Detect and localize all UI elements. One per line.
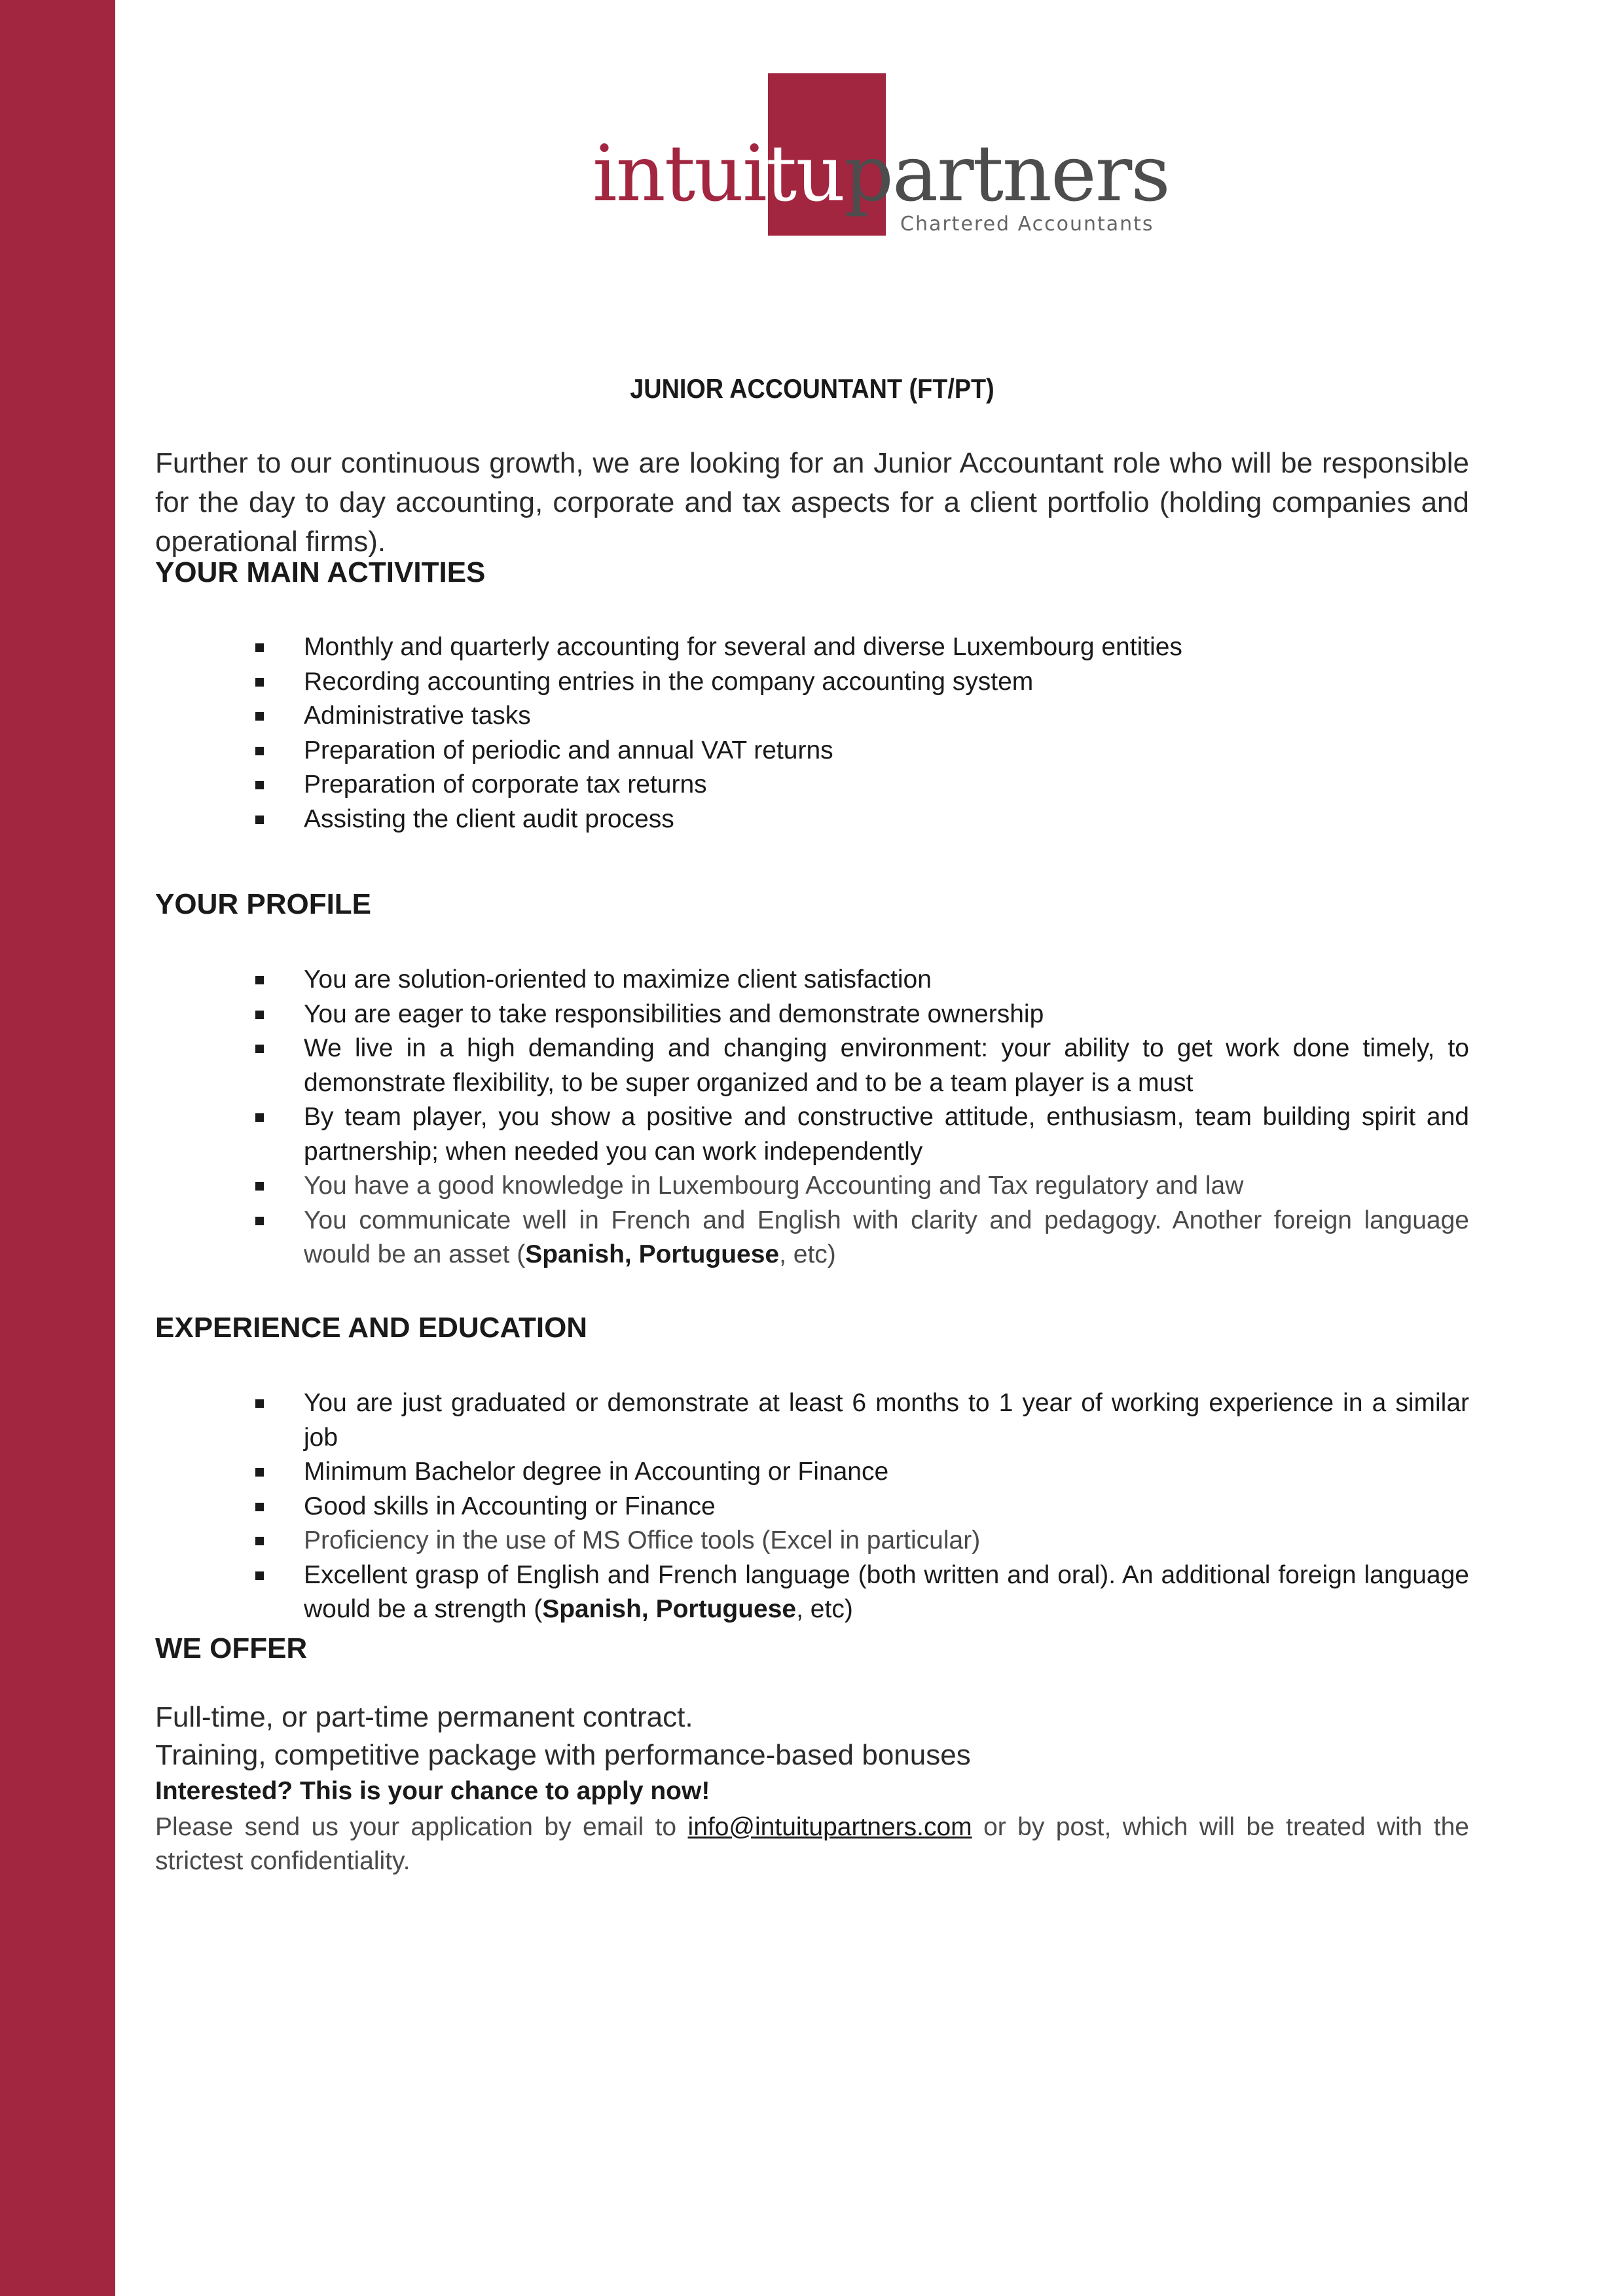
list-item: By team player, you show a positive and constructive attitude, enthusiasm, team building spirit and partnership; when needed you can work independently [155,1100,1469,1169]
list-item: You are just graduated or demonstrate at least 6 months to 1 year of working experience in a similar job [155,1386,1469,1455]
lang-bold: Spanish, Portuguese [542,1595,797,1623]
lang-prefix: You communicate well in French and English with clarity and pedagogy. Another foreign language would be an asset ( [304,1206,1469,1268]
list-item: Proficiency in the use of MS Office tools (Excel in particular) [155,1524,1469,1558]
list-item: You are eager to take responsibilities and demonstrate ownership [155,997,1469,1032]
lang-suffix: , etc) [779,1240,836,1268]
send-suffix: or by post, which will be treated with the strictest confidentiality. [155,1813,1469,1875]
list-item [155,1204,1469,1272]
logo-wordmark [593,128,1169,219]
activities-list [155,630,1469,836]
list-item: Preparation of periodic and annual VAT returns [155,734,1469,768]
application-instructions [155,1810,1469,1878]
list-item: Minimum Bachelor degree in Accounting or Finance [155,1455,1469,1490]
logo-word-part3: partners [844,128,1169,219]
offer-heading: WE OFFER [155,1632,308,1664]
logo-word-part1: intui [593,128,766,219]
list-item: Good skills in Accounting or Finance [155,1490,1469,1524]
profile-heading: YOUR PROFILE [155,888,372,920]
left-sidebar-stripe [0,0,115,2296]
job-title: JUNIOR ACCOUNTANT (FT/PT) [630,373,994,404]
logo-word-part2: tu [765,128,845,219]
intro-paragraph: Further to our continuous growth, we are looking for an Junior Accountant role who will be responsible for the day to day accounting, corporate and tax aspects for a client portfolio (holding companies and operational firms). [155,447,1469,558]
lang-suffix: , etc) [796,1595,853,1623]
send-prefix: Please send us your application by email to [155,1813,688,1841]
list-item [155,1558,1469,1627]
email-link[interactable]: info@intuitupartners.com [687,1813,972,1841]
company-logo [593,72,1221,242]
list-item: You are solution-oriented to maximize client satisfaction [155,963,1469,997]
lang-bold: Spanish, Portuguese [525,1240,780,1268]
list-item: Monthly and quarterly accounting for several and diverse Luxembourg entities [155,630,1469,665]
profile-list [155,963,1469,1272]
list-item: Preparation of corporate tax returns [155,768,1469,802]
lang-prefix: Excellent grasp of English and French language (both written and oral). An additional foreign language would be a strength ( [304,1560,1469,1623]
offer-line-2: Training, competitive package with performance-based bonuses [155,1739,971,1771]
logo-subtitle: Chartered Accountants [900,213,1154,236]
activities-heading: YOUR MAIN ACTIVITIES [155,556,486,588]
experience-heading: EXPERIENCE AND EDUCATION [155,1312,588,1344]
offer-line-1: Full-time, or part-time permanent contract. [155,1701,693,1733]
list-item: We live in a high demanding and changing environment: your ability to get work done timely, to demonstrate flexibility, to be super organized and to be a team player is a must [155,1031,1469,1100]
apply-callout: Interested? This is your chance to apply now! [155,1777,710,1805]
list-item: You have a good knowledge in Luxembourg Accounting and Tax regulatory and law [155,1169,1469,1204]
experience-list [155,1386,1469,1627]
list-item: Recording accounting entries in the company accounting system [155,665,1469,700]
list-item: Assisting the client audit process [155,802,1469,837]
list-item: Administrative tasks [155,699,1469,734]
offer-text [155,1698,1469,1774]
